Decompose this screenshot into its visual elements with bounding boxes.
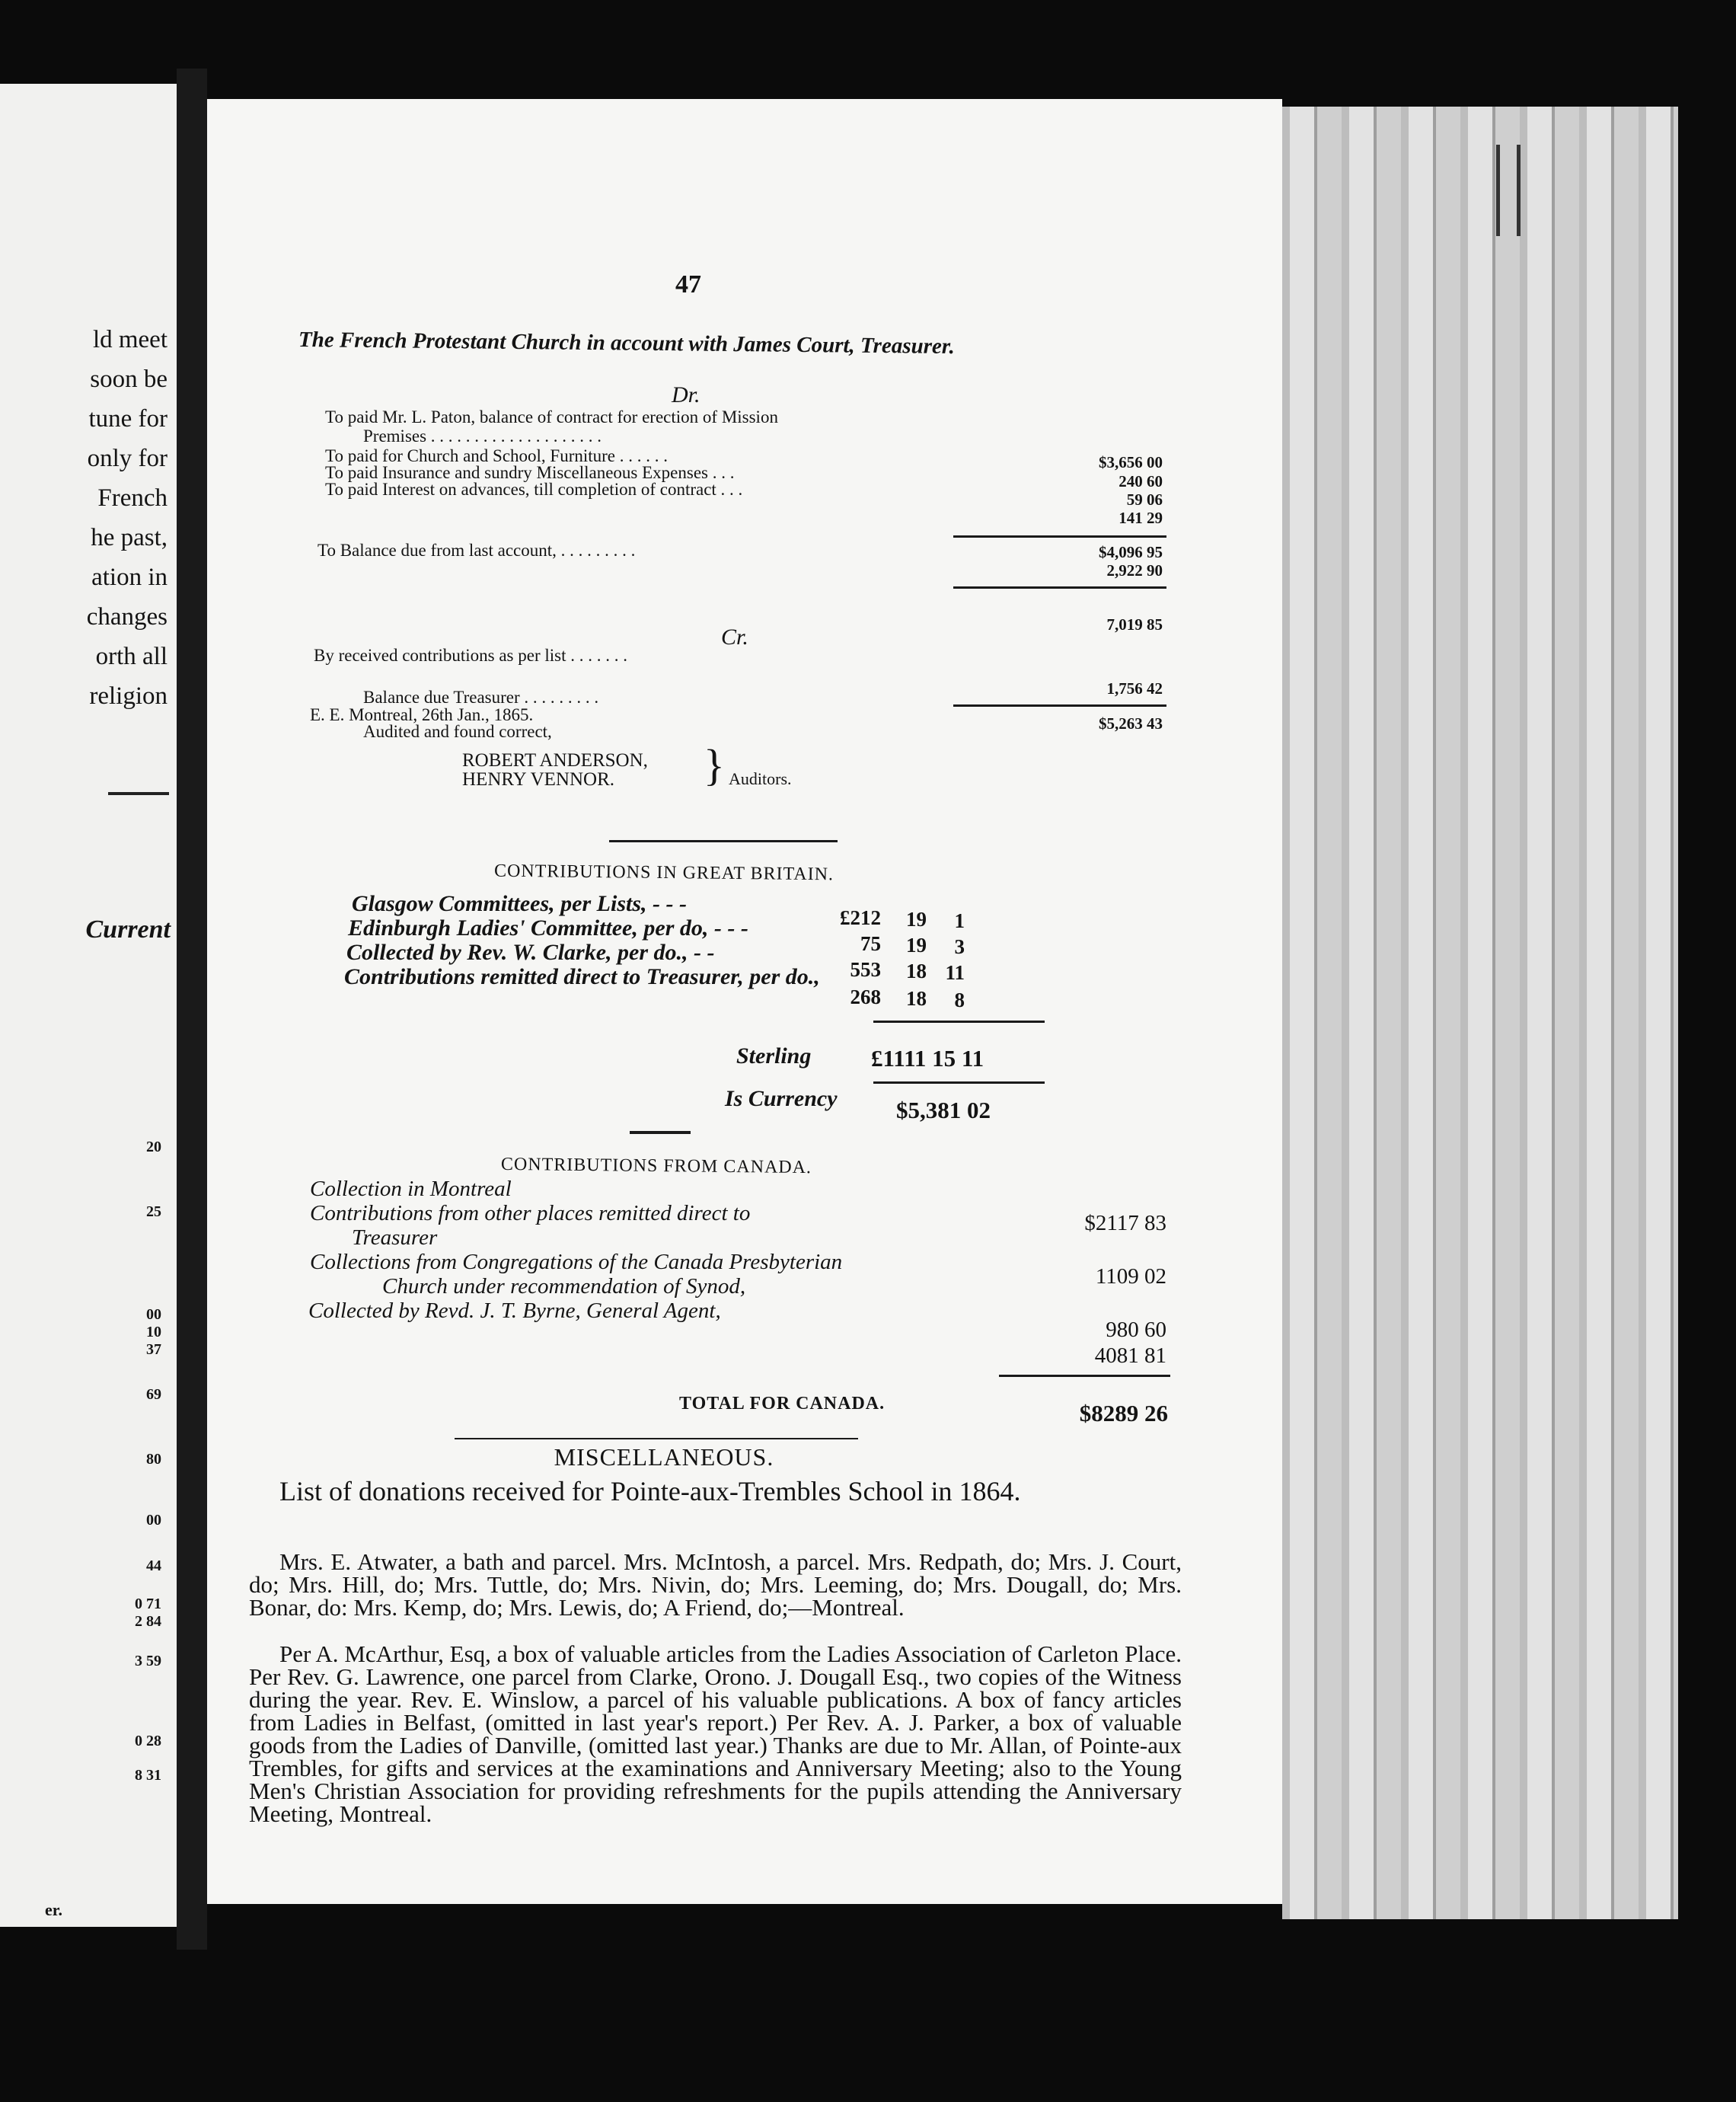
left-page-fragment xyxy=(0,84,177,1927)
montreal-date-line: E. E. Montreal, 26th Jan., 1865. xyxy=(310,705,534,724)
britain-pounds: £212 xyxy=(840,906,881,929)
credit-balance-text: Balance due Treasurer . . . . . . . . . xyxy=(363,688,599,707)
canada-amount: 980 60 xyxy=(1106,1318,1166,1342)
rule xyxy=(953,704,1166,707)
account-title: The French Protestant Church in account with James Court, Treasurer. xyxy=(298,327,955,359)
left-text-line: only for xyxy=(87,445,168,472)
britain-shillings: 19 xyxy=(906,934,927,957)
left-heading: Current xyxy=(85,915,171,944)
left-number: 3 59 xyxy=(135,1653,161,1669)
rule xyxy=(873,1021,1045,1023)
debit-total: 7,019 85 xyxy=(1106,615,1163,634)
credit-heading: Cr. xyxy=(721,625,748,650)
britain-shillings: 18 xyxy=(906,960,927,982)
misc-heading: MISCELLANEOUS. xyxy=(554,1443,774,1471)
edge-mark xyxy=(1496,145,1521,236)
left-text-line: orth all xyxy=(95,643,168,670)
sterling-value: £1111 15 11 xyxy=(871,1045,984,1072)
misc-intro: List of donations received for Pointe-aux-Trembles School in 1864. xyxy=(279,1476,1021,1506)
britain-shillings: 19 xyxy=(906,908,927,931)
left-number: 00 xyxy=(146,1306,161,1323)
rule xyxy=(953,535,1166,538)
britain-row-label: Glasgow Committees, per Lists, - - - xyxy=(352,891,687,916)
left-text-line: French xyxy=(97,484,168,512)
canada-line: Collection in Montreal xyxy=(310,1177,512,1201)
credit-balance-amount: $5,263 43 xyxy=(1099,714,1163,733)
main-page xyxy=(207,99,1282,1904)
britain-shillings: 18 xyxy=(906,987,927,1010)
rule xyxy=(455,1438,858,1439)
rule xyxy=(873,1081,1045,1084)
left-number: 0 71 xyxy=(135,1596,161,1612)
left-number: 8 31 xyxy=(135,1767,161,1784)
left-number: 0 28 xyxy=(135,1733,161,1749)
britain-row-label: Edinburgh Ladies' Committee, per do, - - - xyxy=(348,915,748,941)
debit-item-amount: 59 06 xyxy=(1126,490,1163,509)
debit-balance-amount: 2,922 90 xyxy=(1106,561,1163,580)
left-footer-fragment: er. xyxy=(44,1900,62,1919)
debit-heading: Dr. xyxy=(672,382,700,407)
left-number: 37 xyxy=(146,1341,161,1358)
canada-line: Contributions from other places remitted direct to xyxy=(310,1201,751,1225)
currency-label: Is Currency xyxy=(725,1086,838,1111)
auditor-name: ROBERT ANDERSON, xyxy=(462,750,648,771)
left-number: 69 xyxy=(146,1386,161,1403)
audited-line: Audited and found correct, xyxy=(363,722,552,741)
debit-item-amount: 141 29 xyxy=(1119,509,1163,527)
canada-amount: 4081 81 xyxy=(1094,1343,1166,1368)
page-edges xyxy=(1282,107,1678,1919)
debit-item-text: To paid Mr. L. Paton, balance of contract for erection of Mission xyxy=(325,407,778,426)
left-text-line: ld meet xyxy=(92,326,168,353)
left-number: 80 xyxy=(146,1451,161,1468)
auditors-label: Auditors. xyxy=(729,769,792,788)
canada-line: Church under recommendation of Synod, xyxy=(382,1274,746,1299)
misc-paragraph: Mrs. E. Atwater, a bath and parcel. Mrs. McIntosh, a parcel. Mrs. Redpath, do; Mrs. J. Court, do; Mrs. Hill, do; Mrs. Tuttle, do; Mrs. Nivin, do; Mrs. Leeming, do; Mrs. Dougall, do; Mrs. Bonar, do: Mrs. Kemp, do; Mrs. Lewis, do; A Friend, do;—Montreal. xyxy=(249,1548,1182,1621)
britain-row-label: Collected by Rev. W. Clarke, per do., - - xyxy=(346,940,715,965)
left-divider xyxy=(108,792,169,795)
britain-pounds: 268 xyxy=(850,986,881,1008)
page-number: 47 xyxy=(675,270,701,299)
misc-paragraph: Per A. McArthur, Esq, a box of valuable articles from the Ladies Association of Carleton Place. Per Rev. G. Lawrence, one parcel from Clarke, Orono. J. Dougall Esq., two copies of the Witness during the year. Rev. E. Winslow, a parcel of his valuable publications. A box of fancy articles from Ladies in Belfast, (omitted in last year's report.) Per Rev. A. J. Parker, a box of valuable goods from the Ladies of Danville, (omitted last year.) Thanks are due to Mr. Allan, of Pointe-aux Trembles, for gifts and services at the examinations and Anniversary Meeting; also to the Young Men's Christian Association for providing refreshments for the pupils attending the Anniversary Meeting, Montreal. xyxy=(249,1640,1182,1827)
debit-balance-text: To Balance due from last account, . . . . . . . . . xyxy=(318,541,636,560)
britain-pence: 11 xyxy=(945,961,965,984)
rule xyxy=(953,586,1166,589)
credit-received-text: By received contributions as per list . . . . . . . xyxy=(314,646,628,665)
left-number: 25 xyxy=(146,1203,161,1220)
left-text-line: religion xyxy=(89,682,168,710)
brace-icon: } xyxy=(704,740,725,790)
left-number: 20 xyxy=(146,1139,161,1155)
book-gutter xyxy=(177,69,207,1950)
canada-total-value: $8289 26 xyxy=(1079,1400,1168,1426)
left-text-line: ation in xyxy=(91,564,168,591)
debit-item-text: To paid Interest on advances, till completion of contract . . . xyxy=(325,480,743,499)
britain-pence: 3 xyxy=(954,935,965,958)
canada-line: Collected by Revd. J. T. Byrne, General Agent, xyxy=(308,1299,721,1323)
canada-amount: $2117 83 xyxy=(1084,1211,1166,1235)
debit-item-amount: $3,656 00 xyxy=(1099,453,1163,471)
debit-item-text: To paid for Church and School, Furniture . . . . . . xyxy=(325,446,669,465)
canada-line: Collections from Congregations of the Canada Presbyterian xyxy=(310,1250,843,1274)
auditor-name: HENRY VENNOR. xyxy=(462,769,615,790)
canada-heading: CONTRIBUTIONS FROM CANADA. xyxy=(500,1154,812,1178)
left-number: 44 xyxy=(146,1557,161,1574)
credit-received-amount: 1,756 42 xyxy=(1106,679,1163,698)
britain-pence: 1 xyxy=(954,909,965,932)
left-text-line: soon be xyxy=(90,366,168,393)
left-number: 00 xyxy=(146,1512,161,1529)
britain-heading: CONTRIBUTIONS IN GREAT BRITAIN. xyxy=(493,861,834,885)
britain-row-label: Contributions remitted direct to Treasurer, per do., xyxy=(344,964,820,989)
rule xyxy=(630,1131,691,1134)
rule xyxy=(999,1375,1170,1377)
britain-pounds: 75 xyxy=(860,932,881,955)
left-text-line: tune for xyxy=(88,405,168,433)
britain-pence: 8 xyxy=(954,989,965,1011)
left-number: 10 xyxy=(146,1324,161,1340)
britain-pounds: 553 xyxy=(850,958,881,981)
debit-item-amount: 240 60 xyxy=(1119,472,1163,490)
sterling-label: Sterling xyxy=(736,1043,812,1069)
canada-amount: 1109 02 xyxy=(1095,1264,1166,1289)
debit-subtotal: $4,096 95 xyxy=(1099,543,1163,561)
rule xyxy=(609,840,838,842)
left-number: 2 84 xyxy=(135,1613,161,1630)
canada-total-label: TOTAL FOR CANADA. xyxy=(679,1394,886,1414)
canada-line: Treasurer xyxy=(352,1225,438,1250)
left-text-line: he past, xyxy=(91,524,168,551)
debit-item-text: Premises . . . . . . . . . . . . . . . . . . . . xyxy=(363,426,602,446)
debit-item-text: To paid Insurance and sundry Miscellaneous Expenses . . . xyxy=(325,463,735,482)
currency-value: $5,381 02 xyxy=(896,1097,991,1123)
left-text-line: changes xyxy=(86,603,168,631)
